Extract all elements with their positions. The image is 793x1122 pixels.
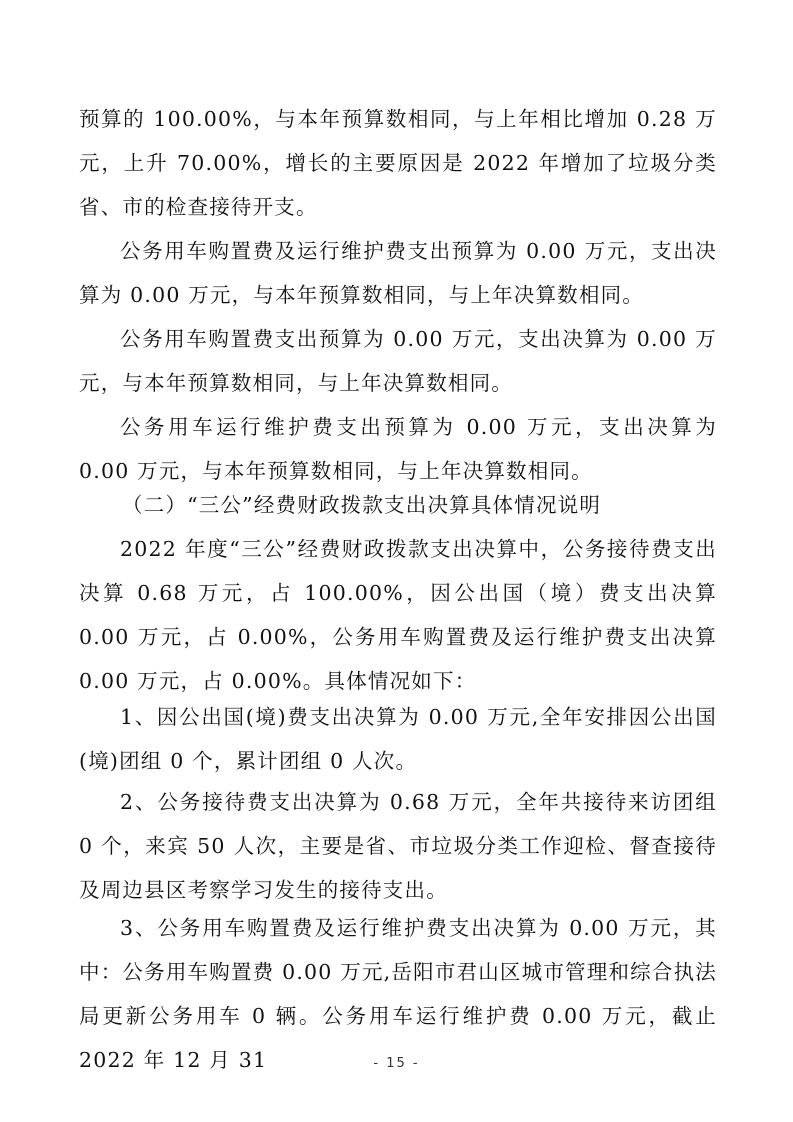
body-paragraph-4: 公务用车运行维护费支出预算为 0.00 万元，支出决算为 0.00 万元，与本年预算数相同，与上年决算数相同。 xyxy=(79,415,717,483)
section-heading: （二）“三公”经费财政拨款支出决算具体情况说明 xyxy=(122,493,602,517)
body-paragraph-3: 公务用车购置费支出预算为 0.00 万元，支出决算为 0.00 万元，与本年预算数相同，与上年决算数相同。 xyxy=(79,327,717,395)
page-number: - 15 - xyxy=(373,1056,420,1071)
body-paragraph-8: 3、公务用车购置费及运行维护费支出决算为 0.00 万元，其中：公务用车购置费 0.00 万元,岳阳市君山区城市管理和综合执法局更新公务用车 0 辆。公务用车运行维护费 0.00 万元，截止 2022 年 12 月 31 xyxy=(79,916,717,1072)
body-paragraph-1: 预算的 100.00%，与本年预算数相同，与上年相比增加 0.28 万元，上升 70.00%，增长的主要原因是 2022 年增加了垃圾分类省、市的检查接待开支。 xyxy=(79,107,717,219)
body-paragraph-7: 2、公务接待费支出决算为 0.68 万元，全年共接待来访团组 0 个，来宾 50 人次，主要是省、市垃圾分类工作迎检、督查接待及周边县区考察学习发生的接待支出。 xyxy=(79,790,717,902)
body-paragraph-6: 1、因公出国(境)费支出决算为 0.00 万元,全年安排因公出国(境)团组 0 个，累计团组 0 人次。 xyxy=(79,705,717,773)
body-paragraph-2: 公务用车购置费及运行维护费支出预算为 0.00 万元，支出决算为 0.00 万元，与本年预算数相同，与上年决算数相同。 xyxy=(79,239,717,307)
body-paragraph-5: 2022 年度“三公”经费财政拨款支出决算中，公务接待费支出决算 0.68 万元，占 100.00%，因公出国（境）费支出决算 0.00 万元，占 0.00%，公务用车购置费及运行维护费支出决算 0.00 万元，占 0.00%。具体情况如下： xyxy=(79,537,717,693)
